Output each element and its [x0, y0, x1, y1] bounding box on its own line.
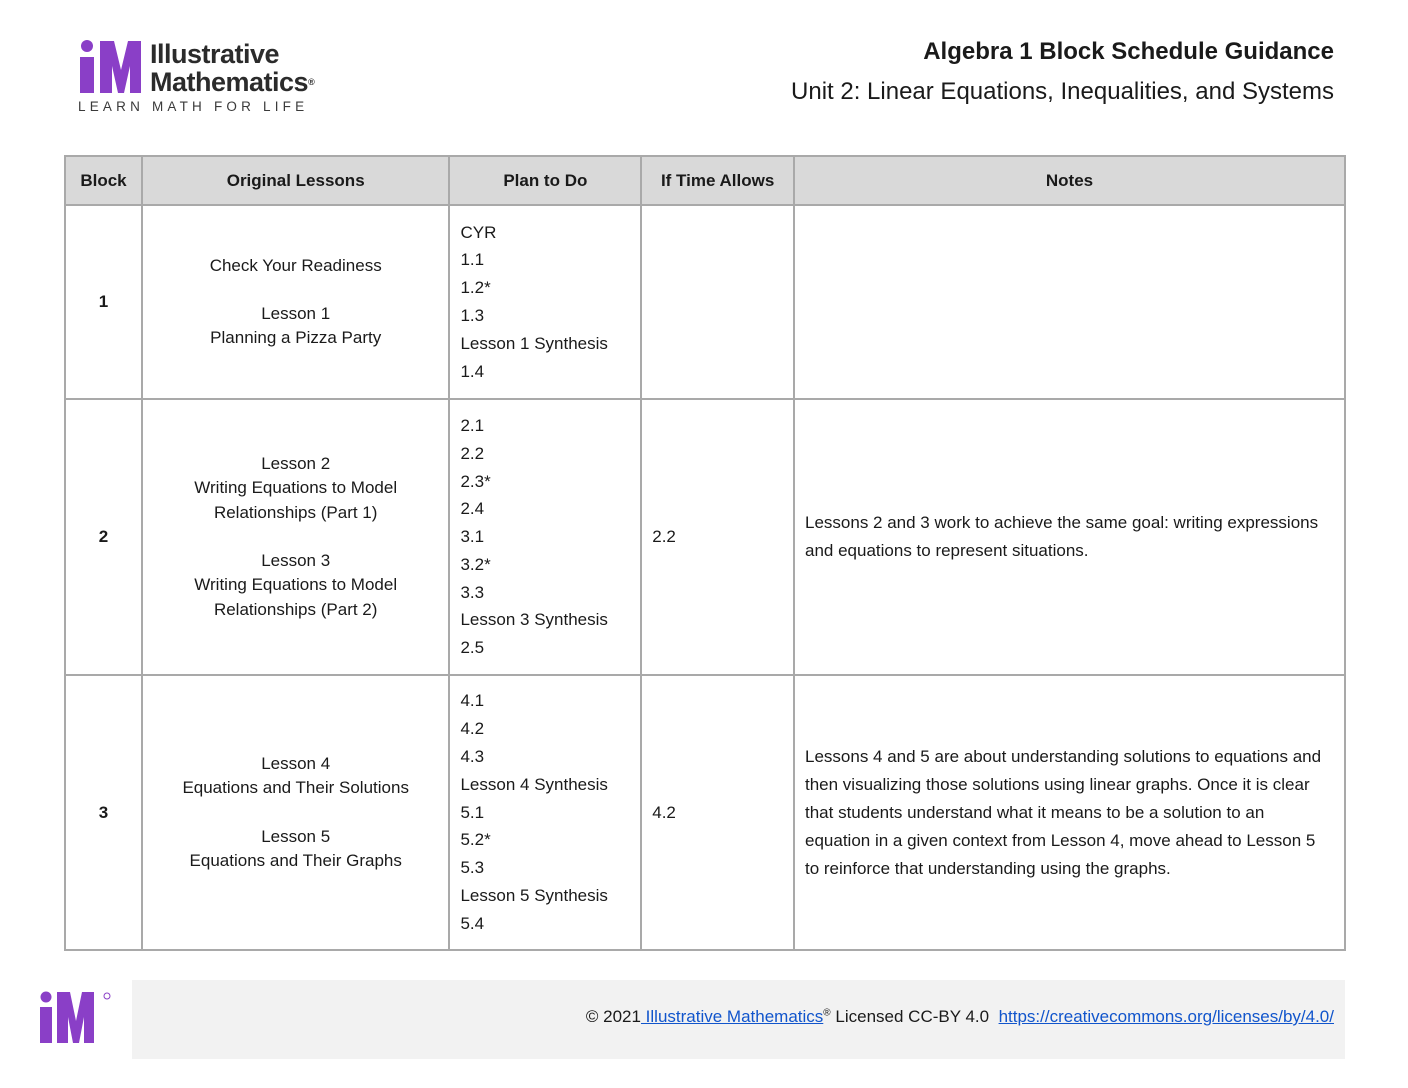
original-lessons-cell [142, 205, 450, 399]
lesson-line: Relationships (Part 1) [213, 502, 378, 522]
license-link[interactable]: https://creativecommons.org/licenses/by/4.0/ [998, 1007, 1334, 1026]
plan-item: 1.4 [460, 361, 485, 381]
lesson-line: Lesson 4 [261, 753, 331, 773]
notes-cell: Lessons 4 and 5 are about understanding solutions to equations and then visualizing those solutions using linear graphs. Once it is clear that students understand what it means to be a solution to an equation in a given context from Lesson 4, move ahead to Lesson 5 to reinforce that understanding using the graphs. [794, 675, 1345, 950]
table-row [65, 675, 1345, 950]
plan-cell [449, 399, 641, 675]
header-notes: Notes [794, 156, 1345, 205]
block-number: 2 [65, 399, 142, 675]
brand-tagline: LEARN MATH FOR LIFE [78, 99, 309, 114]
license-text: Licensed CC-BY 4.0 [830, 1007, 999, 1026]
schedule-table [64, 155, 1346, 951]
brand-name [150, 40, 314, 96]
header-original-lessons: Original Lessons [142, 156, 450, 205]
header-plan-to-do: Plan to Do [449, 156, 641, 205]
im-logo [78, 40, 348, 116]
if-time-allows-cell [641, 205, 794, 399]
document-subtitle: Unit 2: Linear Equations, Inequalities, and Systems [791, 78, 1334, 105]
lesson-line: Lesson 2 [261, 454, 331, 474]
header-block: Block [65, 156, 142, 205]
plan-item: 2.2 [460, 443, 485, 463]
brand-line-1: Illustrative [150, 39, 280, 69]
plan-item: Lesson 5 Synthesis [460, 885, 608, 905]
plan-item: Lesson 3 Synthesis [460, 610, 608, 630]
footer-im-logo-icon [38, 991, 112, 1045]
lesson-line: Lesson 1 [261, 303, 331, 323]
plan-item: 4.3 [460, 747, 485, 766]
plan-item: Lesson 4 Synthesis [460, 774, 608, 794]
if-time-allows-cell: 2.2 [641, 399, 794, 675]
plan-item: 1.1 [460, 250, 485, 270]
notes-cell: Lessons 2 and 3 work to achieve the same goal: writing expressions and equations to represent situations. [794, 399, 1345, 675]
plan-item: 4.2 [460, 719, 485, 739]
plan-item: 5.2* [460, 830, 491, 850]
plan-item: 5.4 [460, 913, 485, 933]
plan-cell [449, 675, 641, 950]
table-header-row [65, 156, 1345, 205]
table-row [65, 399, 1345, 675]
plan-item: CYR [460, 222, 497, 242]
brand-line-2: Mathematics [150, 67, 309, 97]
copyright-text: © 2021 [585, 1007, 641, 1026]
registered-mark: ® [308, 77, 315, 87]
lesson-line: Equations and Their Solutions [182, 778, 409, 798]
plan-item: 2.1 [460, 415, 485, 435]
plan-item: 2.3* [460, 471, 491, 491]
lesson-line: Equations and Their Graphs [189, 850, 402, 870]
notes-cell [794, 205, 1345, 399]
plan-item: 5.1 [460, 802, 485, 822]
im-logo-mark-icon [78, 40, 142, 94]
plan-cell [449, 205, 641, 399]
plan-item: Lesson 1 Synthesis [460, 333, 608, 353]
plan-item: 3.3 [460, 582, 485, 602]
original-lessons-cell [142, 675, 450, 950]
table-row [65, 205, 1345, 399]
plan-item: 1.2* [460, 278, 491, 298]
lesson-line: Check Your Readiness [209, 255, 382, 275]
im-registered-mark: ® [823, 1007, 831, 1019]
block-number: 1 [65, 205, 142, 399]
lesson-line: Lesson 5 [261, 826, 331, 846]
lesson-line: Relationships (Part 2) [213, 599, 378, 619]
plan-item: 5.3 [460, 858, 485, 878]
plan-item: 3.1 [460, 527, 485, 547]
block-number: 3 [65, 675, 142, 950]
lesson-line: Lesson 3 [261, 551, 331, 570]
lesson-line: Writing Equations to Model [194, 478, 398, 498]
plan-item: 3.2* [460, 554, 491, 574]
plan-item: 2.5 [460, 638, 485, 658]
plan-item: 4.1 [460, 691, 485, 711]
plan-item: 1.3 [460, 306, 485, 325]
document-title: Algebra 1 Block Schedule Guidance [923, 38, 1334, 65]
lesson-line: Writing Equations to Model [194, 575, 398, 595]
footer-license [586, 1007, 1334, 1027]
header-if-time-allows: If Time Allows [641, 156, 794, 205]
original-lessons-cell [142, 399, 450, 675]
if-time-allows-cell: 4.2 [641, 675, 794, 950]
plan-item: 2.4 [460, 499, 485, 519]
lesson-line: Planning a Pizza Party [210, 328, 382, 348]
im-link[interactable]: Illustrative Mathematics [640, 1007, 824, 1026]
